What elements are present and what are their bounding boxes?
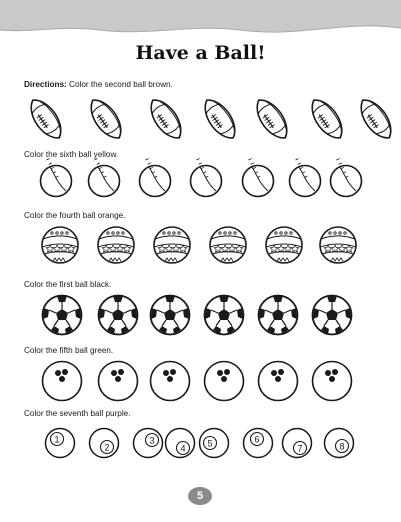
instruction-row-4: Color the first ball black. [24, 280, 112, 289]
beachball-ball-1[interactable] [40, 225, 80, 265]
instruction-row-1: Directions: Color the second ball brown. [24, 80, 173, 89]
pool-row [0, 427, 401, 467]
football-ball-7[interactable] [354, 95, 398, 143]
beachball-ball-6[interactable] [318, 225, 358, 265]
bowling-ball-2[interactable] [97, 360, 139, 402]
page-title: Have a Ball! [135, 42, 266, 64]
beachball-ball-2[interactable] [96, 225, 136, 265]
bowling-ball-6[interactable] [311, 360, 353, 402]
soccer-ball-6[interactable] [311, 294, 353, 336]
baseball-ball-5[interactable] [241, 164, 275, 198]
pool-ball-number: 5 [207, 438, 213, 449]
soccer-ball-5[interactable] [257, 294, 299, 336]
football-ball-2[interactable] [84, 95, 128, 143]
pool-ball-number: 2 [104, 442, 110, 453]
soccer-ball-3[interactable] [149, 294, 191, 336]
pool-ball-7[interactable] [281, 427, 313, 459]
pool-ball-8[interactable] [323, 427, 355, 459]
beachball-row [0, 225, 401, 273]
baseball-ball-1[interactable] [39, 164, 73, 198]
pool-ball-number: 4 [180, 443, 186, 454]
pool-ball-1[interactable] [44, 427, 76, 459]
pool-ball-number: 3 [149, 435, 155, 446]
bowling-ball-1[interactable] [41, 360, 83, 402]
football-row [0, 95, 401, 147]
baseball-ball-2[interactable] [87, 164, 121, 198]
header-wave-band [0, 0, 401, 44]
instruction-row-5: Color the fifth ball green. [24, 346, 114, 355]
baseball-ball-7[interactable] [329, 164, 363, 198]
bowling-ball-3[interactable] [149, 360, 191, 402]
football-ball-1[interactable] [24, 95, 68, 143]
instruction-row-6: Color the seventh ball purple. [24, 409, 131, 418]
pool-ball-4[interactable] [164, 427, 196, 459]
page-number-badge: 5 [188, 487, 212, 505]
baseball-ball-6[interactable] [288, 164, 322, 198]
soccer-row [0, 294, 401, 342]
beachball-ball-4[interactable] [208, 225, 248, 265]
beachball-ball-5[interactable] [264, 225, 304, 265]
pool-ball-6[interactable] [242, 427, 274, 459]
instruction-row-3: Color the fourth ball orange. [24, 211, 126, 220]
pool-ball-number: 6 [254, 434, 260, 445]
soccer-ball-2[interactable] [97, 294, 139, 336]
pool-ball-number: 7 [297, 443, 303, 454]
bowling-ball-5[interactable] [257, 360, 299, 402]
football-ball-3[interactable] [144, 95, 188, 143]
football-ball-5[interactable] [250, 95, 294, 143]
soccer-ball-1[interactable] [41, 294, 83, 336]
beachball-ball-3[interactable] [152, 225, 192, 265]
pool-ball-5[interactable] [198, 427, 230, 459]
bowling-row [0, 360, 401, 408]
pool-ball-2[interactable] [88, 427, 120, 459]
baseball-ball-4[interactable] [189, 164, 223, 198]
football-ball-6[interactable] [305, 95, 349, 143]
instruction-row-2: Color the sixth ball yellow. [24, 150, 119, 159]
bowling-ball-4[interactable] [203, 360, 245, 402]
pool-ball-number: 1 [54, 434, 60, 445]
soccer-ball-4[interactable] [203, 294, 245, 336]
baseball-row [0, 164, 401, 204]
pool-ball-3[interactable] [132, 427, 164, 459]
baseball-ball-3[interactable] [138, 164, 172, 198]
football-ball-4[interactable] [198, 95, 242, 143]
directions-label: Directions: [24, 80, 67, 89]
pool-ball-number: 8 [339, 441, 345, 452]
